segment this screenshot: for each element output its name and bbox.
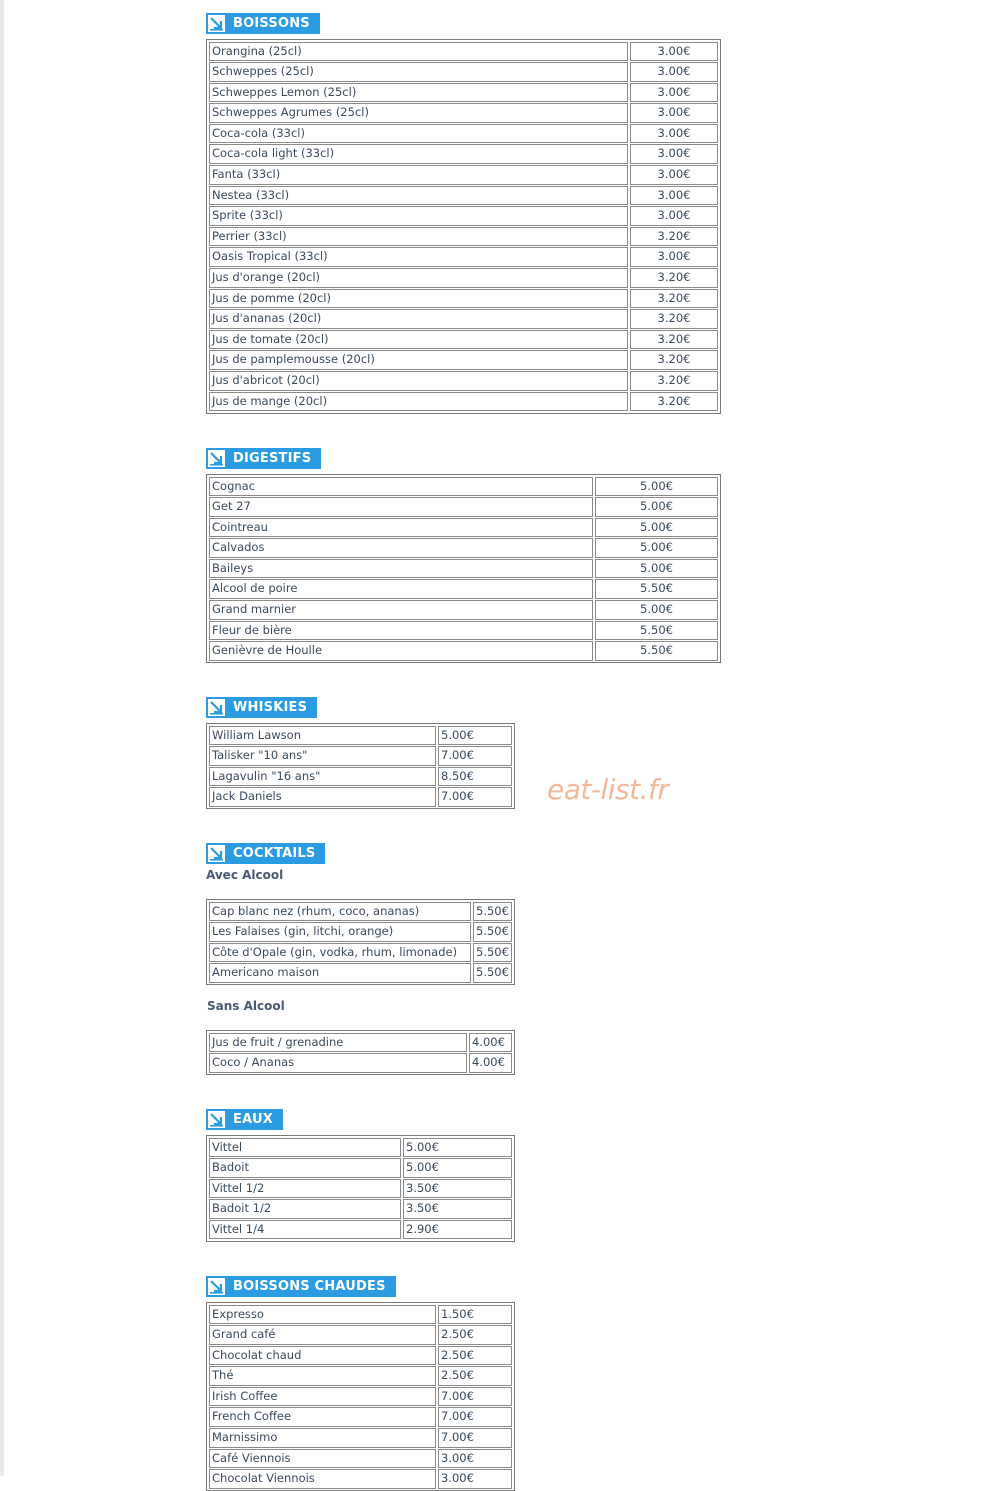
item-name: Jus de fruit / grenadine	[209, 1033, 467, 1053]
item-price: 3.20€	[630, 371, 718, 391]
arrow-down-right-icon	[208, 845, 225, 862]
item-price: 3.00€	[630, 103, 718, 123]
item-name: Alcool de poire	[209, 579, 593, 599]
item-name: Jus de tomate (20cl)	[209, 330, 628, 350]
item-name: Cointreau	[209, 518, 593, 538]
item-name: Americano maison	[209, 963, 471, 983]
menu-row	[208, 579, 719, 600]
item-price: 8.50€	[438, 767, 512, 787]
section-header-boissons	[206, 13, 320, 34]
item-price: 2.90€	[403, 1220, 512, 1240]
item-price: 5.50€	[595, 621, 718, 641]
menu-row	[208, 1219, 513, 1240]
menu-row	[208, 41, 719, 62]
item-name: Genièvre de Houlle	[209, 641, 593, 661]
menu-row	[208, 600, 719, 621]
item-name: Vittel 1/4	[209, 1220, 401, 1240]
item-price: 5.00€	[403, 1138, 512, 1158]
item-name: Oasis Tropical (33cl)	[209, 247, 628, 267]
menu-row	[208, 62, 719, 83]
menu-row	[208, 1386, 513, 1407]
item-name: Schweppes Agrumes (25cl)	[209, 103, 628, 123]
item-price: 3.50€	[403, 1179, 512, 1199]
menu-row	[208, 1345, 513, 1366]
item-price: 5.50€	[473, 943, 512, 963]
item-name: French Coffee	[209, 1407, 436, 1427]
item-name: Chocolat chaud	[209, 1346, 436, 1366]
menu-row	[208, 1053, 513, 1074]
subheading-avec-alcool: Avec Alcool	[206, 868, 284, 882]
item-price: 3.20€	[630, 309, 718, 329]
menu-row	[208, 165, 719, 186]
menu-row	[208, 309, 719, 330]
section-header-eaux	[206, 1109, 283, 1130]
menu-row	[208, 350, 719, 371]
menu-row	[208, 476, 719, 497]
item-price: 3.50€	[403, 1199, 512, 1219]
item-name: Baileys	[209, 559, 593, 579]
menu-row	[208, 1199, 513, 1220]
section-header-cocktails	[206, 843, 325, 864]
item-price: 5.00€	[595, 497, 718, 517]
item-name: Jus d'orange (20cl)	[209, 268, 628, 288]
menu-row	[208, 144, 719, 165]
item-name: Orangina (25cl)	[209, 42, 628, 62]
section-title: COCKTAILS	[233, 846, 316, 861]
item-name: Get 27	[209, 497, 593, 517]
item-price: 3.00€	[630, 42, 718, 62]
section-header-whiskies	[206, 697, 317, 718]
menu-row	[208, 1032, 513, 1053]
menu-row	[208, 901, 513, 922]
item-name: Badoit 1/2	[209, 1199, 401, 1219]
arrow-down-right-icon	[208, 1111, 225, 1128]
watermark: eat-list.fr	[547, 773, 669, 806]
item-price: 5.00€	[403, 1158, 512, 1178]
item-price: 3.00€	[438, 1449, 512, 1469]
menu-row	[208, 725, 513, 746]
item-price: 4.00€	[469, 1053, 512, 1073]
item-name: Talisker "10 ans"	[209, 746, 436, 766]
subheading-sans-alcool: Sans Alcool	[207, 999, 285, 1013]
item-price: 4.00€	[469, 1033, 512, 1053]
item-price: 3.20€	[630, 392, 718, 412]
menu-table-boissons-chaudes	[206, 1302, 515, 1491]
menu-row	[208, 1178, 513, 1199]
menu-row	[208, 268, 719, 289]
item-name: Chocolat Viennois	[209, 1469, 436, 1489]
menu-row	[208, 329, 719, 350]
menu-row	[208, 922, 513, 943]
menu-row	[208, 1325, 513, 1346]
page-left-border	[0, 0, 4, 1476]
menu-row	[208, 641, 719, 662]
item-price: 5.50€	[473, 922, 512, 942]
item-name: Schweppes Lemon (25cl)	[209, 83, 628, 103]
item-price: 7.00€	[438, 1407, 512, 1427]
item-price: 7.00€	[438, 746, 512, 766]
item-name: Badoit	[209, 1158, 401, 1178]
item-name: Nestea (33cl)	[209, 186, 628, 206]
menu-row	[208, 558, 719, 579]
item-price: 2.50€	[438, 1346, 512, 1366]
item-name: Coca-cola (33cl)	[209, 124, 628, 144]
menu-row	[208, 766, 513, 787]
item-name: Fanta (33cl)	[209, 165, 628, 185]
item-price: 3.00€	[630, 165, 718, 185]
item-price: 3.00€	[630, 247, 718, 267]
section-header-boissons-chaudes	[206, 1276, 396, 1297]
menu-table-boissons	[206, 39, 721, 414]
menu-row	[208, 1366, 513, 1387]
section-title: WHISKIES	[233, 700, 308, 715]
menu-table-whiskies	[206, 723, 515, 809]
item-name: Expresso	[209, 1305, 436, 1325]
item-price: 7.00€	[438, 787, 512, 807]
item-price: 5.00€	[595, 518, 718, 538]
item-name: Schweppes (25cl)	[209, 62, 628, 82]
menu-row	[208, 1448, 513, 1469]
section-title: BOISSONS CHAUDES	[233, 1279, 386, 1294]
item-price: 3.00€	[438, 1469, 512, 1489]
item-name: Fleur de bière	[209, 621, 593, 641]
menu-row	[208, 517, 719, 538]
item-name: Les Falaises (gin, litchi, orange)	[209, 922, 471, 942]
item-price: 3.00€	[630, 144, 718, 164]
menu-row	[208, 206, 719, 227]
menu-row	[208, 82, 719, 103]
section-title: DIGESTIFS	[233, 451, 312, 466]
menu-table-cocktails-avec	[206, 899, 515, 985]
menu-row	[208, 247, 719, 268]
item-name: Cognac	[209, 477, 593, 497]
item-name: Vittel 1/2	[209, 1179, 401, 1199]
menu-row	[208, 185, 719, 206]
item-name: Jus d'ananas (20cl)	[209, 309, 628, 329]
menu-row	[208, 963, 513, 984]
menu-row	[208, 1407, 513, 1428]
item-price: 3.20€	[630, 289, 718, 309]
menu-table-digestifs	[206, 474, 721, 663]
menu-row	[208, 1304, 513, 1325]
item-price: 3.00€	[630, 83, 718, 103]
item-name: Coco / Ananas	[209, 1053, 467, 1073]
item-name: Perrier (33cl)	[209, 227, 628, 247]
arrow-down-right-icon	[208, 1278, 225, 1295]
item-name: Lagavulin "16 ans"	[209, 767, 436, 787]
menu-row	[208, 123, 719, 144]
menu-row	[208, 787, 513, 808]
item-price: 3.20€	[630, 350, 718, 370]
item-name: Grand marnier	[209, 600, 593, 620]
item-price: 3.00€	[630, 124, 718, 144]
item-name: Jus d'abricot (20cl)	[209, 371, 628, 391]
item-name: William Lawson	[209, 726, 436, 746]
menu-row	[208, 371, 719, 392]
menu-row	[208, 746, 513, 767]
arrow-down-right-icon	[208, 450, 225, 467]
item-name: Jack Daniels	[209, 787, 436, 807]
item-name: Cap blanc nez (rhum, coco, ananas)	[209, 902, 471, 922]
arrow-down-right-icon	[208, 15, 225, 32]
item-name: Jus de pamplemousse (20cl)	[209, 350, 628, 370]
item-price: 5.00€	[595, 538, 718, 558]
menu-row	[208, 103, 719, 124]
menu-row	[208, 620, 719, 641]
menu-row	[208, 288, 719, 309]
item-price: 5.50€	[595, 641, 718, 661]
item-price: 7.00€	[438, 1387, 512, 1407]
item-price: 3.20€	[630, 268, 718, 288]
item-price: 3.00€	[630, 186, 718, 206]
section-header-digestifs	[206, 448, 321, 469]
item-price: 3.00€	[630, 62, 718, 82]
menu-table-cocktails-sans	[206, 1030, 515, 1075]
item-price: 5.50€	[473, 963, 512, 983]
item-price: 5.00€	[595, 559, 718, 579]
menu-row	[208, 391, 719, 412]
section-title: BOISSONS	[233, 16, 310, 31]
item-price: 3.00€	[630, 206, 718, 226]
menu-row	[208, 1137, 513, 1158]
item-name: Grand café	[209, 1325, 436, 1345]
item-name: Vittel	[209, 1138, 401, 1158]
item-name: Sprite (33cl)	[209, 206, 628, 226]
item-price: 7.00€	[438, 1428, 512, 1448]
item-price: 1.50€	[438, 1305, 512, 1325]
menu-row	[208, 1469, 513, 1490]
item-price: 2.50€	[438, 1366, 512, 1386]
menu-row	[208, 1428, 513, 1449]
item-price: 5.00€	[438, 726, 512, 746]
item-price: 5.50€	[473, 902, 512, 922]
item-name: Thé	[209, 1366, 436, 1386]
item-name: Marnissimo	[209, 1428, 436, 1448]
menu-row	[208, 497, 719, 518]
item-name: Café Viennois	[209, 1449, 436, 1469]
item-price: 5.00€	[595, 477, 718, 497]
item-name: Calvados	[209, 538, 593, 558]
section-title: EAUX	[233, 1112, 273, 1127]
item-price: 2.50€	[438, 1325, 512, 1345]
menu-table-eaux	[206, 1135, 515, 1242]
menu-row	[208, 1158, 513, 1179]
menu-row	[208, 942, 513, 963]
menu-row	[208, 538, 719, 559]
item-name: Irish Coffee	[209, 1387, 436, 1407]
item-name: Jus de pomme (20cl)	[209, 289, 628, 309]
item-name: Coca-cola light (33cl)	[209, 144, 628, 164]
menu-row	[208, 226, 719, 247]
item-price: 5.50€	[595, 579, 718, 599]
arrow-down-right-icon	[208, 699, 225, 716]
item-name: Côte d'Opale (gin, vodka, rhum, limonade)	[209, 943, 471, 963]
item-price: 3.20€	[630, 330, 718, 350]
item-price: 5.00€	[595, 600, 718, 620]
item-price: 3.20€	[630, 227, 718, 247]
item-name: Jus de mange (20cl)	[209, 392, 628, 412]
